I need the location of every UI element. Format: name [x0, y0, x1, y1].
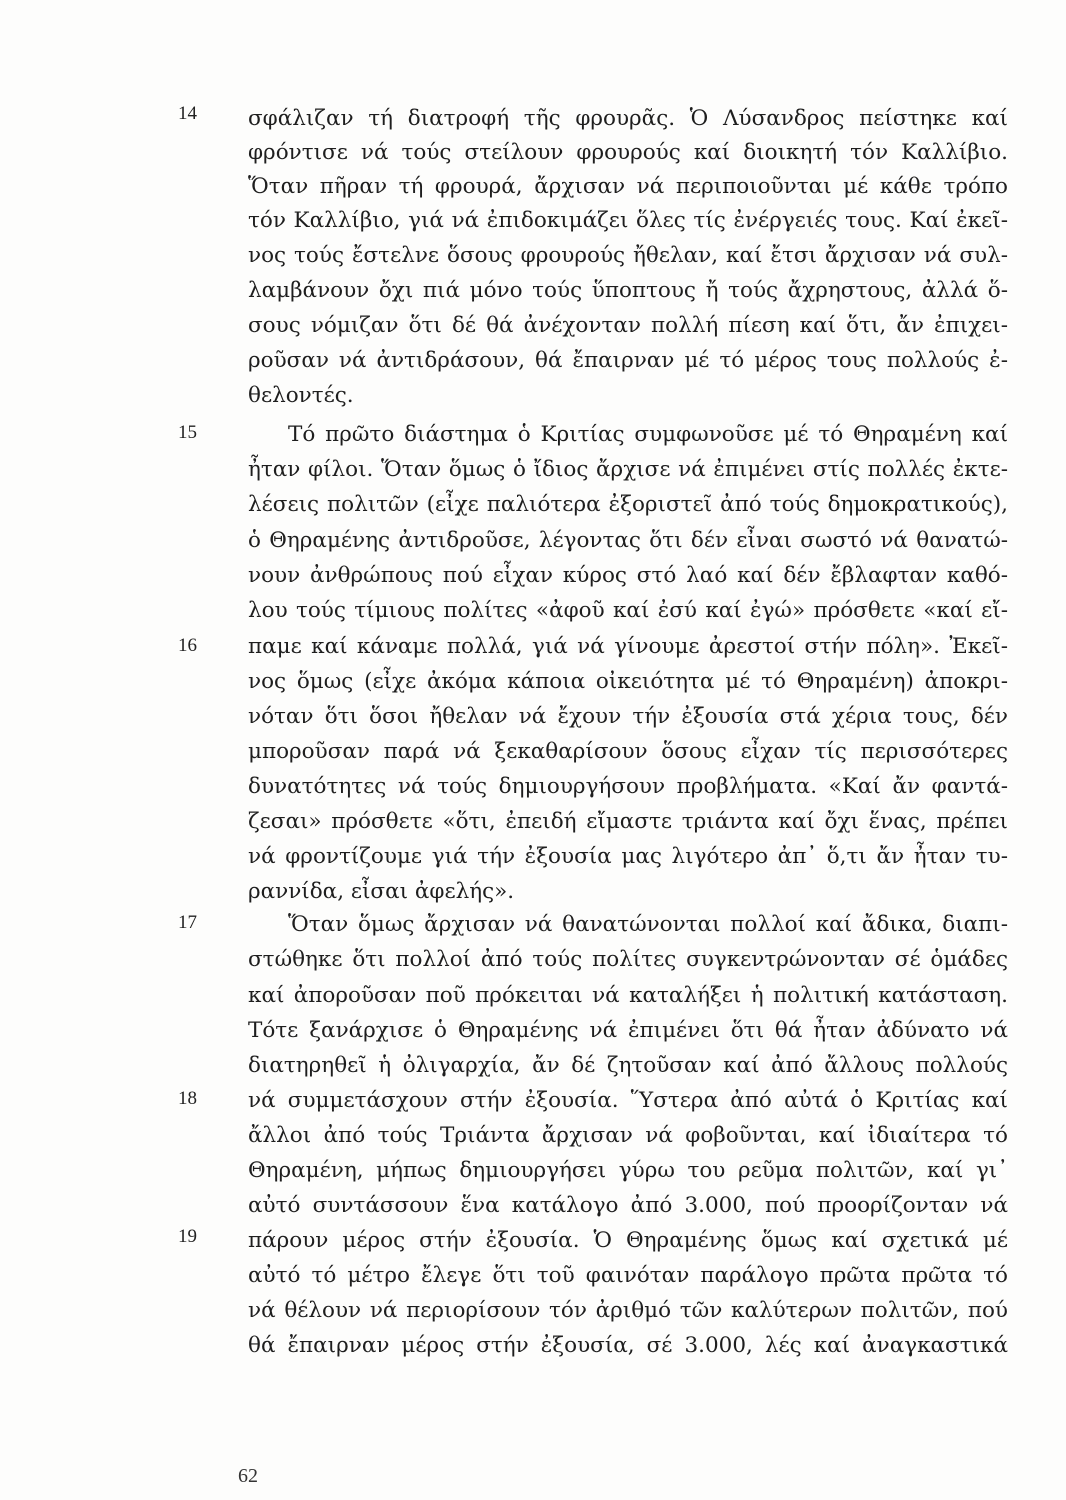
- text-line: Θηραμένη, μήπως δημιουργήσει γύρω του ρεῦμα πολιτῶν, καί γι᾿: [248, 1158, 1008, 1183]
- text-line: νά συμμετάσχουν στήν ἐξουσία. Ὕστερα ἀπό αὐτά ὁ Κριτίας καί: [248, 1088, 1008, 1113]
- text-line: καί ἀποροῦσαν ποῦ πρόκειται νά καταλήξει ἡ πολιτική κατάσταση.: [248, 983, 1008, 1008]
- text-line: νος τούς ἔστελνε ὅσους φρουρούς ἤθελαν, καί ἔτσι ἄρχισαν νά συλ-: [248, 243, 1008, 268]
- page-number: 62: [238, 1465, 258, 1487]
- text-line: νά θέλουν νά περιορίσουν τόν ἀριθμό τῶν καλύτερων πολιτῶν, πού: [248, 1298, 1008, 1323]
- text-line: διατηρηθεῖ ἡ ὀλιγαρχία, ἄν δέ ζητοῦσαν καί ἀπό ἄλλους πολλούς: [248, 1053, 1008, 1078]
- text-line: ροῦσαν νά ἀντιδράσουν, θά ἔπαιρναν μέ τό μέρος τους πολλούς ἐ-: [248, 348, 1008, 373]
- text-line: σους νόμιζαν ὅτι δέ θά ἀνέχονταν πολλή πίεση καί ὅτι, ἄν ἐπιχει-: [248, 313, 1008, 338]
- text-line: Ὅταν πῆραν τή φρουρά, ἄρχισαν νά περιποιοῦνται μέ κάθε τρόπο: [248, 174, 1008, 199]
- text-line: νά φροντίζουμε γιά τήν ἐξουσία μας λιγότερο ἀπ᾿ ὅ,τι ἄν ἦταν τυ-: [248, 844, 1008, 869]
- section-number: 17: [178, 912, 197, 933]
- text-line: ἦταν φίλοι. Ὅταν ὅμως ὁ ἴδιος ἄρχισε νά ἐπιμένει στίς πολλές ἐκτε-: [248, 457, 1008, 482]
- text-line: νος ὅμως (εἶχε ἀκόμα κάποια οἰκειότητα μέ τό Θηραμένη) ἀποκρι-: [248, 669, 1008, 694]
- text-line: ἄλλοι ἀπό τούς Τριάντα ἄρχισαν νά φοβοῦνται, καί ἰδιαίτερα τό: [248, 1123, 1008, 1148]
- text-line: νουν ἀνθρώπους πού εἶχαν κύρος στό λαό καί δέν ἔβλαφταν καθό-: [248, 563, 1008, 588]
- section-number: 14: [178, 103, 197, 124]
- text-line: αὐτό τό μέτρο ἔλεγε ὅτι τοῦ φαινόταν παράλογο πρῶτα πρῶτα τό: [248, 1263, 1008, 1288]
- text-line: πάρουν μέρος στήν ἐξουσία. Ὁ Θηραμένης ὅμως καί σχετικά μέ: [248, 1228, 1008, 1253]
- text-line: λου τούς τίμιους πολίτες «ἀφοῦ καί ἐσύ καί ἐγώ» πρόσθετε «καί εἴ-: [248, 598, 1008, 623]
- text-line: ὁ Θηραμένης ἀντιδροῦσε, λέγοντας ὅτι δέν εἶναι σωστό νά θανατώ-: [248, 528, 1008, 553]
- text-line: θελοντές.: [248, 383, 354, 408]
- text-line: Τότε ξανάρχισε ὁ Θηραμένης νά ἐπιμένει ὅτι θά ἦταν ἀδύνατο νά: [248, 1018, 1008, 1043]
- text-line: λέσεις πολιτῶν (εἶχε παλιότερα ἐξοριστεῖ ἀπό τούς δημοκρατικούς),: [248, 492, 1008, 517]
- text-line: μποροῦσαν παρά νά ξεκαθαρίσουν ὅσους εἶχαν τίς περισσότερες: [248, 739, 1008, 764]
- section-number: 18: [178, 1088, 197, 1109]
- text-line: λαμβάνουν ὄχι πιά μόνο τούς ὕποπτους ἤ τούς ἄχρηστους, ἀλλά ὅ-: [248, 278, 1008, 303]
- text-line: στώθηκε ὅτι πολλοί ἀπό τούς πολίτες συγκεντρώνονταν σέ ὁμάδες: [248, 947, 1008, 972]
- text-line: δυνατότητες νά τούς δημιουργήσουν προβλήματα. «Καί ἄν φαντά-: [248, 774, 1008, 799]
- text-line: παμε καί κάναμε πολλά, γιά νά γίνουμε ἀρεστοί στήν πόλη». Ἐκεῖ-: [248, 634, 1008, 659]
- text-line: σφάλιζαν τή διατροφή τῆς φρουρᾶς. Ὁ Λύσανδρος πείστηκε καί: [248, 106, 1008, 131]
- text-line: αὐτό συντάσσουν ἕνα κατάλογο ἀπό 3.000, πού προορίζονταν νά: [248, 1193, 1008, 1218]
- text-line: θά ἔπαιρναν μέρος στήν ἐξουσία, σέ 3.000, λές καί ἀναγκαστικά: [248, 1333, 1008, 1358]
- text-line: νόταν ὅτι ὅσοι ἤθελαν νά ἔχουν τήν ἐξουσία στά χέρια τους, δέν: [248, 704, 1008, 729]
- text-line: Τό πρῶτο διάστημα ὁ Κριτίας συμφωνοῦσε μέ τό Θηραμένη καί: [288, 422, 1008, 447]
- text-line: ραννίδα, εἶσαι ἀφελής».: [248, 879, 515, 904]
- section-number: 19: [178, 1226, 197, 1247]
- text-line: ζεσαι» πρόσθετε «ὅτι, ἐπειδή εἴμαστε τριάντα καί ὄχι ἕνας, πρέπει: [248, 809, 1008, 834]
- text-line: Ὅταν ὅμως ἄρχισαν νά θανατώνονται πολλοί καί ἄδικα, διαπι-: [288, 912, 1008, 937]
- text-line: φρόντισε νά τούς στείλουν φρουρούς καί διοικητή τόν Καλλίβιο.: [248, 140, 1008, 165]
- text-line: τόν Καλλίβιο, γιά νά ἐπιδοκιμάζει ὅλες τίς ἐνέργειές τους. Καί ἐκεῖ-: [248, 208, 1008, 233]
- section-number: 16: [178, 635, 197, 656]
- section-number: 15: [178, 422, 197, 443]
